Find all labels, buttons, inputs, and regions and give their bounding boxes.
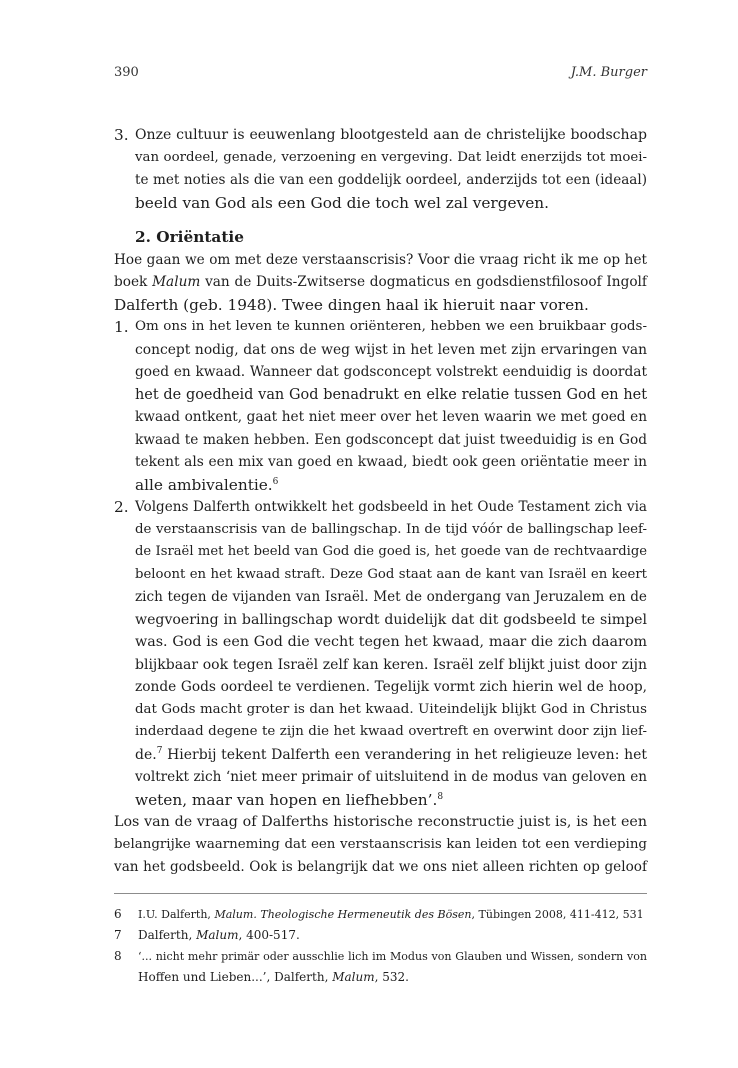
text-line: de Israël met het beeld van God die goed is, het goede van de rechtvaardige: [135, 544, 647, 559]
footnote-number: 7: [114, 928, 122, 942]
text-line: Om ons in het leven te kunnen oriënteren, hebben we een bruikbaar gods-: [135, 319, 647, 334]
text-line: Los van de vraag of Dalferths historische reconstructie juist is, is het een: [114, 814, 647, 830]
text-line: Hoe gaan we om met deze verstaanscrisis? Voor die vraag richt ik me op het: [114, 251, 647, 268]
text-line: de verstaanscrisis van de ballingschap. In de tijd vóór de ballingschap leef-: [135, 521, 647, 537]
book-title: Malum. Theologische Hermeneutik des Bösen: [214, 908, 472, 921]
list-number: 3.: [114, 126, 129, 144]
text-line: blijkbaar ook tegen Israël zelf kan keren. Israël zelf blijkt juist door zijn: [135, 656, 647, 673]
text-fragment: weten, maar van hopen en liefhebben’.: [135, 790, 438, 809]
footnote-number: 8: [114, 949, 122, 963]
text-line: zich tegen de vijanden van Israël. Met de ondergang van Jeruzalem en de: [135, 589, 647, 605]
list-number: 1.: [114, 318, 129, 336]
book-title: Malum: [332, 970, 375, 984]
running-header: [114, 65, 647, 85]
footnote-text: [138, 925, 647, 946]
text-line: [114, 474, 647, 497]
text-line: van oordeel, genade, verzoening en vergeving. Dat leidt enerzijds tot moei-: [135, 149, 647, 165]
text-line: kwaad ontkent, gaat het niet meer over het leven waarin we met goed en: [135, 409, 647, 425]
footnote-text: [138, 967, 647, 988]
text-line: dat Gods macht groter is dan het kwaad. Uiteindelijk blijkt God in Christus: [135, 701, 647, 717]
text-line: concept nodig, dat ons de weg wijst in het leven met zijn ervaringen van: [135, 341, 647, 358]
text-fragment: , Tübingen 2008, 411-412, 531: [471, 908, 644, 921]
text-fragment: , 532.: [374, 970, 409, 984]
text-fragment: Hierbij tekent Dalferth een verandering in het religieuze leven: het: [162, 746, 647, 763]
text-line: belangrijke waarneming dat een verstaanscrisis kan leiden tot een verdieping: [114, 836, 647, 852]
section-heading: 2. Oriëntatie: [135, 228, 244, 246]
book-title: Malum: [196, 928, 239, 942]
text-line: Onze cultuur is eeuwenlang blootgesteld aan de christelijke boodschap: [135, 127, 647, 143]
list-number: 2.: [114, 498, 129, 516]
text-line: beloont en het kwaad straft. Deze God staat aan de kant van Israël en keert: [135, 566, 647, 582]
paragraph: [114, 249, 647, 317]
footnote-7: [114, 925, 647, 946]
text-line: [114, 271, 647, 294]
text-line: zonde Gods oordeel te verdienen. Tegelijk vormt zich hierin wel de hoop,: [135, 679, 647, 695]
text-fragment: boek: [114, 274, 153, 290]
text-fragment: , 400-517.: [238, 928, 300, 942]
main-text: [114, 124, 647, 879]
text-line: kwaad te maken hebben. Een godsconcept dat juist tweeduidig is en God: [135, 431, 647, 448]
footnote-ref[interactable]: 6: [272, 476, 279, 487]
list-item-2: [114, 496, 647, 811]
footnote-number: 6: [114, 907, 122, 921]
footnotes: [114, 904, 647, 988]
text-line: tekent als een mix van goed en kwaad, biedt ook geen oriëntatie meer in: [135, 454, 647, 470]
footnote-ref[interactable]: 8: [437, 791, 444, 802]
text-line: was. God is een God die vecht tegen het kwaad, maar die zich daarom: [135, 634, 647, 650]
text-fragment: Dalferth,: [138, 928, 197, 942]
text-line: [114, 744, 647, 767]
book-title: Malum: [152, 274, 201, 290]
footnote-divider: [114, 893, 647, 894]
list-item-1: [114, 316, 647, 496]
paragraph: [114, 811, 647, 879]
footnote-text: [138, 904, 647, 925]
footnote-text: ‘... nicht mehr primär oder ausschlie lich im Modus von Glauben und Wissen, sondern von: [138, 950, 647, 963]
footnote-8: [114, 946, 647, 988]
list-item-3: [114, 124, 647, 214]
text-fragment: Hoffen und Lieben...’, Dalferth,: [138, 970, 333, 984]
text-line: [114, 789, 647, 812]
text-fragment: I.U. Dalferth,: [138, 908, 215, 921]
text-fragment: van de Duits-Zwitserse dogmaticus en godsdienstfilosoof Ingolf: [200, 274, 647, 290]
text-fragment: alle ambivalentie.: [135, 475, 273, 494]
footnote-ref[interactable]: 7: [156, 745, 163, 756]
text-line: wegvoering in ballingschap wordt duidelijk dat dit godsbeeld te simpel: [135, 611, 647, 628]
running-head-author: J.M. Burger: [570, 65, 647, 80]
footnote-6: [114, 904, 647, 925]
text-line: Volgens Dalferth ontwikkelt het godsbeeld in het Oude Testament zich via: [135, 499, 647, 515]
text-line: inderdaad degene te zijn die het kwaad overtreft en overwint door zijn lief-: [135, 724, 647, 739]
page-number: 390: [114, 65, 139, 80]
text-line: goed en kwaad. Wanneer dat godsconcept volstrekt eenduidig is doordat: [135, 364, 647, 380]
text-line: beeld van God als een God die toch wel zal vergeven.: [135, 193, 549, 212]
text-line: te met noties als die van een goddelijk oordeel, anderzijds tot een (ideaal): [135, 172, 647, 188]
text-line: van het godsbeeld. Ook is belangrijk dat we ons niet alleen richten op geloof: [114, 859, 647, 875]
text-line: voltrekt zich ‘niet meer primair of uitsluitend in de modus van geloven en: [135, 769, 647, 785]
text-line: Dalferth (geb. 1948). Twee dingen haal ik hieruit naar voren.: [114, 295, 589, 314]
text-fragment: de.: [135, 746, 157, 763]
text-line: het de goedheid van God benadrukt en elke relatie tussen God en het: [135, 386, 647, 403]
